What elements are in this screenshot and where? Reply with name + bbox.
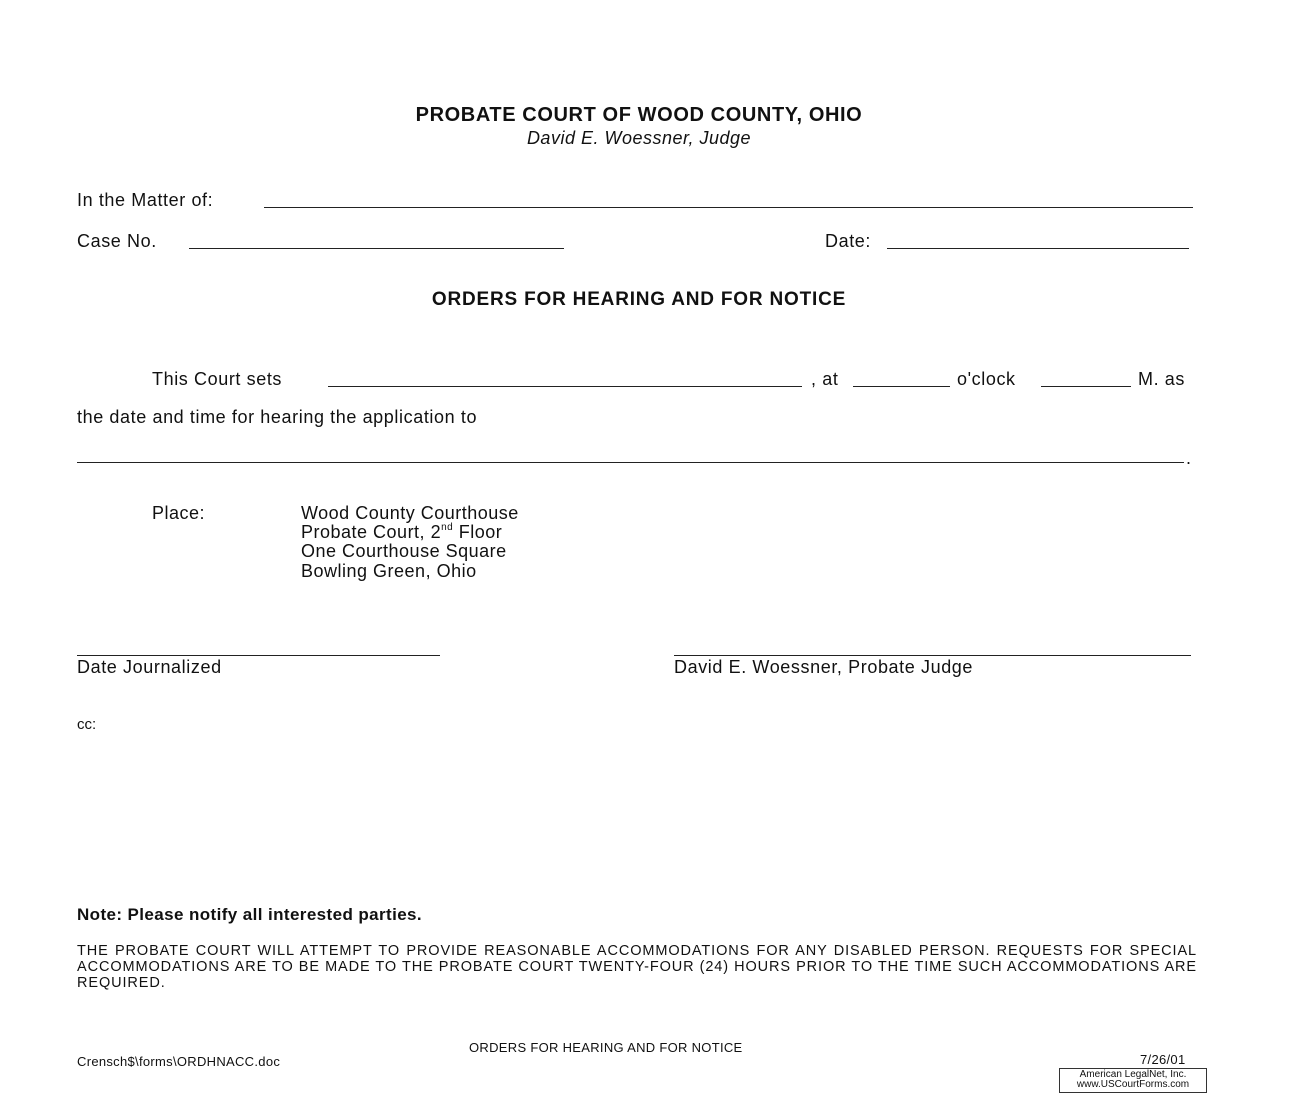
- hearing-date-field[interactable]: [328, 386, 802, 387]
- address-line-4: Bowling Green, Ohio: [301, 561, 477, 581]
- place-label: Place:: [152, 503, 206, 523]
- matter-label: In the Matter of:: [77, 190, 214, 210]
- footer-file-path: Crensch$\forms\ORDHNACC.doc: [77, 1054, 281, 1069]
- cc-label: cc:: [77, 716, 97, 733]
- am-pm-field[interactable]: [1041, 386, 1131, 387]
- judge-subtitle: David E. Woessner, Judge: [526, 128, 752, 148]
- legalnet-stamp: [1059, 1068, 1207, 1093]
- judge-signature-label: David E. Woessner, Probate Judge: [674, 657, 974, 677]
- case-no-label: Case No.: [77, 231, 157, 251]
- footer-revision-date: 7/26/01: [1140, 1052, 1186, 1067]
- address-line-2-floor: Floor: [453, 522, 503, 542]
- form-title: ORDERS FOR HEARING AND FOR NOTICE: [431, 289, 847, 310]
- stamp-line-2: www.USCourtForms.com: [1076, 1079, 1190, 1090]
- date-field[interactable]: [887, 248, 1189, 249]
- address-line-2-main: Probate Court, 2: [301, 522, 442, 542]
- address-line-3: One Courthouse Square: [301, 541, 507, 561]
- footer-center-title: ORDERS FOR HEARING AND FOR NOTICE: [469, 1040, 743, 1055]
- address-line-2-ordinal: nd: [441, 522, 454, 533]
- address-line-2: [301, 522, 502, 543]
- hearing-purpose-text: the date and time for hearing the application to: [77, 407, 478, 427]
- date-journalized-line[interactable]: [77, 655, 440, 656]
- judge-signature-line[interactable]: [674, 655, 1191, 656]
- court-sets-text: This Court sets: [152, 369, 283, 389]
- hearing-time-field[interactable]: [853, 386, 950, 387]
- period-text: .: [1186, 448, 1192, 468]
- oclock-text: o'clock: [957, 369, 1016, 389]
- date-journalized-label: Date Journalized: [77, 657, 222, 677]
- court-name-heading: PROBATE COURT OF WOOD COUNTY, OHIO: [415, 104, 863, 126]
- at-text: , at: [811, 369, 839, 389]
- note-text: Note: Please notify all interested parties.: [77, 905, 423, 924]
- case-no-field[interactable]: [189, 248, 564, 249]
- accommodations-notice: THE PROBATE COURT WILL ATTEMPT TO PROVIDE REASONABLE ACCOMMODATIONS FOR ANY DISABLED PERSON. REQUESTS FOR SPECIAL ACCOMMODATIONS ARE TO BE MADE TO THE PROBATE COURT TWENTY-FOUR (24) HOURS PRIOR TO THE TIME SUCH ACCOMMODATIONS ARE REQUIRED.: [77, 943, 1197, 991]
- date-label: Date:: [825, 231, 872, 251]
- matter-field[interactable]: [264, 207, 1193, 208]
- application-field[interactable]: [77, 462, 1184, 463]
- m-as-text: M. as: [1138, 369, 1186, 389]
- address-line-1: Wood County Courthouse: [301, 503, 519, 523]
- stamp-line-1: American LegalNet, Inc.: [1079, 1069, 1187, 1080]
